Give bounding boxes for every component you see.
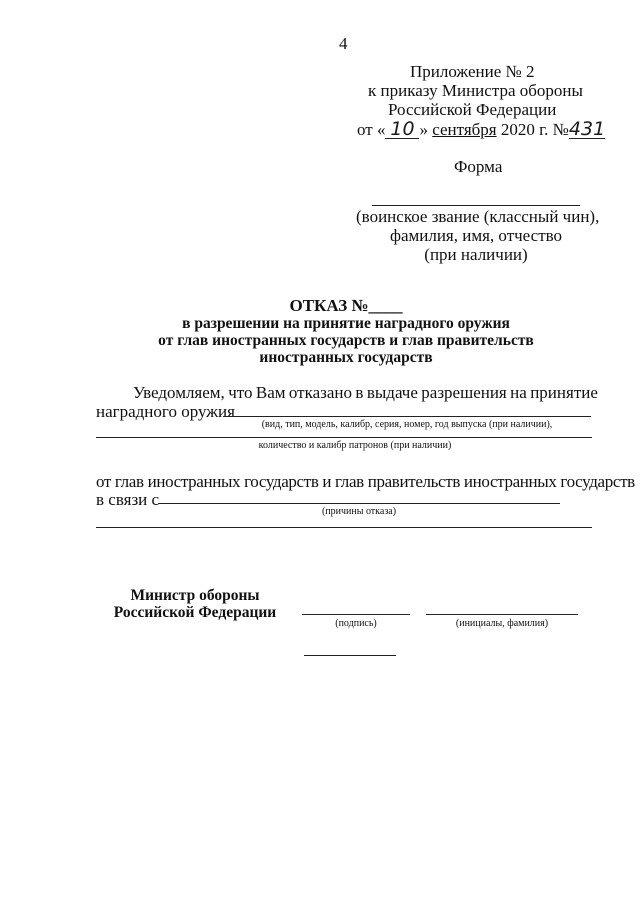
page-number: 4	[339, 34, 348, 53]
date-prefix: от «	[357, 120, 386, 139]
para1-word: Уведомляем,	[133, 383, 225, 402]
para1-word: выдаче	[366, 383, 418, 402]
reason-field-line	[158, 503, 560, 504]
date-day-handwritten: 10	[390, 118, 415, 140]
para1-word: отказано	[288, 383, 353, 402]
reason-hint: (причины отказа)	[321, 506, 397, 517]
date-month: сентября	[432, 120, 497, 139]
para1-word: принятие	[530, 383, 598, 402]
order-number-handwritten: 431	[568, 118, 606, 140]
recipient-line	[372, 205, 580, 206]
name-line	[426, 614, 578, 615]
name-label: (инициалы, фамилия)	[455, 618, 549, 629]
title-line2: от глав иностранных государств и глав правительств	[158, 332, 534, 349]
para1-line1	[133, 383, 598, 403]
date-close: »	[419, 120, 428, 139]
para1-line2: наградного оружия	[96, 402, 235, 421]
title-line3: иностранных государств	[259, 349, 433, 366]
recipient-line1: (воинское звание (классный чин),	[356, 207, 600, 226]
appendix-date-line	[357, 120, 605, 140]
para1-word: разрешения	[421, 383, 507, 402]
footer-line	[304, 655, 396, 656]
weapon-field-line	[223, 416, 591, 417]
weapon-hint: (вид, тип, модель, калибр, серия, номер, год выпуска (при наличии),	[261, 419, 553, 430]
cartridge-hint: количество и калибр патронов (при наличии)	[258, 440, 452, 451]
document-title: ОТКАЗ №____	[289, 296, 403, 315]
appendix-line3: Российской Федерации	[388, 100, 557, 119]
para1-word: на	[510, 383, 527, 402]
date-year: 2020 г. №	[500, 120, 569, 139]
weapon-field-line2	[96, 437, 592, 438]
reason-field-line2	[96, 527, 592, 528]
recipient-line3: (при наличии)	[424, 245, 528, 264]
para2-line2: в связи с	[96, 490, 160, 509]
date-day-field	[385, 118, 419, 140]
appendix-line1: Приложение № 2	[410, 62, 535, 81]
order-number-field	[568, 118, 606, 140]
para1-word: Вам	[255, 383, 286, 402]
para1-word: в	[355, 383, 364, 402]
para2-line1: от глав иностранных государств и глав правительств иностранных государств	[96, 472, 635, 491]
recipient-line2: фамилия, имя, отчество	[389, 226, 563, 245]
title-line1: в разрешении на принятие наградного оружия	[182, 315, 510, 332]
signatory-position-line2: Российской Федерации	[113, 604, 277, 621]
para1-word: что	[228, 383, 253, 402]
appendix-line2: к приказу Министра обороны	[368, 81, 583, 100]
signature-label: (подпись)	[335, 618, 377, 629]
signatory-position-line1: Министр обороны	[130, 587, 260, 604]
form-label: Форма	[454, 157, 503, 176]
signature-line	[302, 614, 410, 615]
